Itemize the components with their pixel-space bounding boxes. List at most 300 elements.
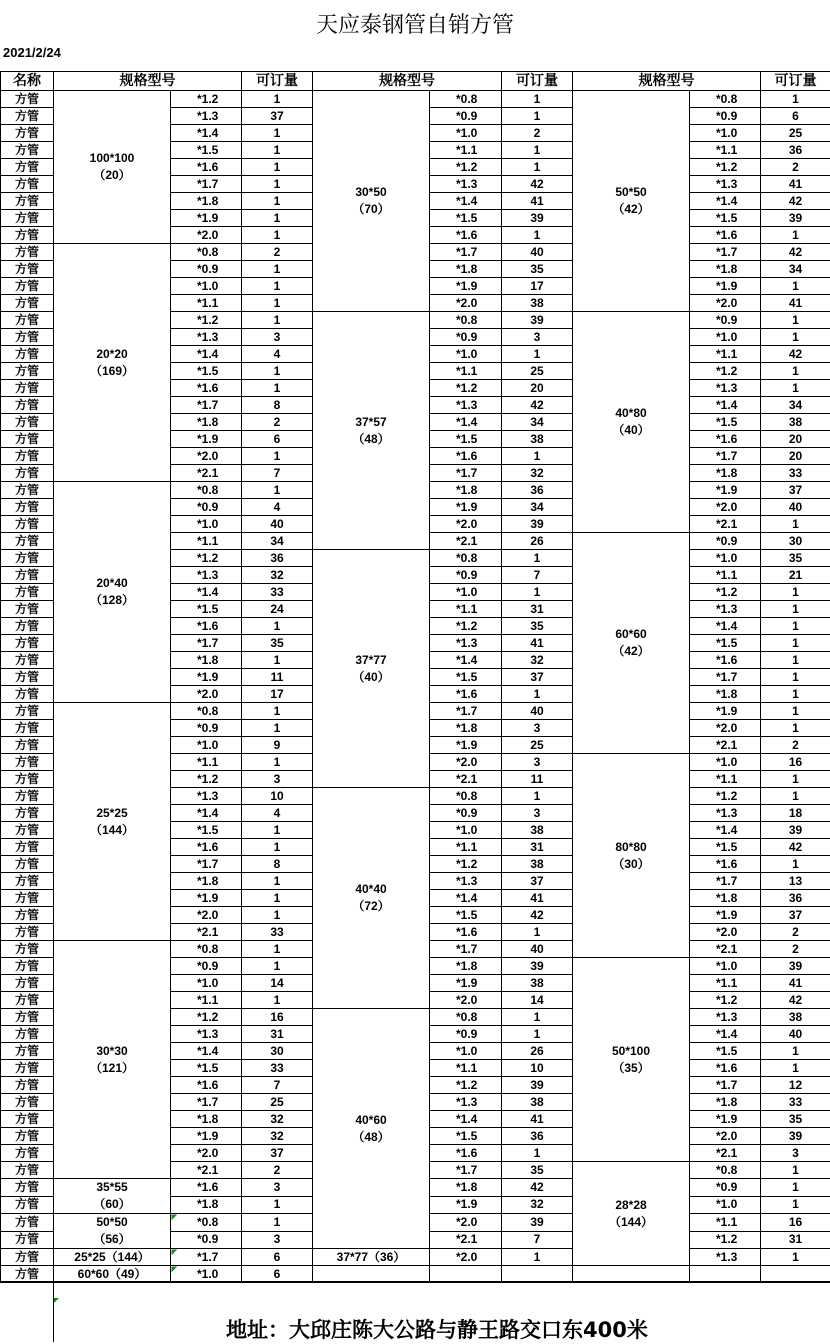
product-name-cell: 方管 [1,1060,54,1077]
inventory-body [1,91,830,1283]
quantity-cell: 1 [242,890,313,907]
quantity-cell: 42 [761,992,830,1009]
table-row [1,1266,830,1283]
quantity-cell: 42 [502,907,573,924]
thickness-cell: *1.1 [690,975,761,992]
quantity-cell: 1 [242,448,313,465]
product-name-cell: 方管 [1,771,54,788]
spec-cell: 35*55 （60） [54,1179,171,1214]
product-name-cell: 方管 [1,737,54,754]
thickness-cell: *0.9 [171,958,242,975]
quantity-cell: 35 [761,550,830,567]
thickness-cell: *0.9 [171,499,242,516]
thickness-cell: *1.5 [171,142,242,159]
thickness-cell: *1.7 [430,1162,502,1179]
quantity-cell: 6 [242,1249,313,1266]
quantity-cell: 39 [502,1214,573,1232]
thickness-cell: *1.7 [171,176,242,193]
quantity-cell: 3 [242,1179,313,1197]
quantity-cell: 1 [761,329,830,346]
thickness-cell: *2.0 [430,1249,502,1266]
quantity-cell: 1 [242,873,313,890]
quantity-cell: 1 [242,278,313,295]
product-name-cell: 方管 [1,941,54,958]
quantity-cell: 1 [761,686,830,703]
quantity-cell: 1 [761,1043,830,1060]
thickness-cell: *1.6 [690,431,761,448]
thickness-cell: *1.7 [690,873,761,890]
product-name-cell: 方管 [1,1145,54,1162]
quantity-cell: 33 [761,465,830,482]
thickness-cell: *1.9 [171,431,242,448]
quantity-cell: 35 [761,1111,830,1128]
thickness-cell: *1.7 [171,1249,242,1266]
thickness-cell: *1.1 [430,839,502,856]
product-name-cell: 方管 [1,635,54,652]
sheet-date: 2021/2/24 [3,45,61,60]
quantity-cell: 1 [761,788,830,805]
product-name-cell: 方管 [1,142,54,159]
quantity-cell: 1 [242,91,313,108]
quantity-cell: 41 [761,975,830,992]
header-qty-2: 可订量 [502,72,573,91]
quantity-cell: 1 [502,788,573,805]
product-name-cell: 方管 [1,1026,54,1043]
quantity-cell: 42 [761,244,830,261]
header-row [1,72,830,91]
quantity-cell: 34 [502,499,573,516]
quantity-cell: 1 [242,210,313,227]
quantity-cell: 1 [242,142,313,159]
quantity-cell: 36 [242,550,313,567]
product-name-cell: 方管 [1,329,54,346]
thickness-cell: *1.3 [690,1009,761,1026]
spec-cell: 40*60 （48） [313,1009,430,1249]
thickness-cell: *1.5 [690,414,761,431]
thickness-cell: *1.9 [430,1196,502,1214]
thickness-cell: *1.6 [171,1179,242,1197]
product-name-cell: 方管 [1,1128,54,1145]
product-name-cell: 方管 [1,1249,54,1266]
quantity-cell: 31 [502,839,573,856]
thickness-cell: *1.5 [690,1043,761,1060]
spec-cell: 20*20 （169） [54,244,171,482]
thickness-cell: *0.9 [690,312,761,329]
thickness-cell: *2.1 [690,941,761,958]
thickness-cell: *1.4 [171,584,242,601]
thickness-cell: *1.6 [690,652,761,669]
product-name-cell: 方管 [1,805,54,822]
spec-cell: 80*80 （30） [573,754,690,958]
thickness-cell: *1.4 [430,890,502,907]
quantity-cell: 39 [502,516,573,533]
quantity-cell: 1 [761,1179,830,1197]
thickness-cell: *1.1 [690,567,761,584]
thickness-cell: *2.1 [690,737,761,754]
quantity-cell: 1 [502,1026,573,1043]
thickness-cell: *1.2 [171,91,242,108]
quantity-cell: 32 [502,1196,573,1214]
quantity-cell: 35 [502,618,573,635]
thickness-cell: *1.5 [690,839,761,856]
product-name-cell: 方管 [1,1111,54,1128]
quantity-cell: 6 [242,1266,313,1283]
thickness-cell: *0.8 [430,312,502,329]
thickness-cell: *1.9 [171,1128,242,1145]
quantity-cell: 39 [502,312,573,329]
thickness-cell: *0.9 [171,720,242,737]
thickness-cell: *0.9 [171,1231,242,1249]
spec-cell: 20*40 （128） [54,482,171,703]
thickness-cell: *0.9 [430,805,502,822]
footer-rule [0,1281,830,1282]
quantity-cell: 1 [761,380,830,397]
thickness-cell: *0.8 [690,1162,761,1179]
thickness-cell: *1.8 [171,1196,242,1214]
thickness-cell: *1.4 [690,397,761,414]
quantity-cell: 17 [242,686,313,703]
quantity-cell: 1 [502,686,573,703]
quantity-cell: 14 [502,992,573,1009]
thickness-cell: *1.5 [430,431,502,448]
product-name-cell: 方管 [1,482,54,499]
spec-cell: 50*50 （56） [54,1214,171,1249]
thickness-cell: *1.8 [430,720,502,737]
thickness-cell: *1.3 [690,805,761,822]
thickness-cell: *1.9 [171,890,242,907]
thickness-cell: *1.2 [690,1231,761,1249]
quantity-cell: 35 [242,635,313,652]
thickness-cell: *2.0 [171,686,242,703]
quantity-cell: 3 [761,1145,830,1162]
footer-gridline [53,1281,54,1342]
quantity-cell: 41 [502,1111,573,1128]
thickness-cell: *1.0 [171,278,242,295]
quantity-cell: 36 [761,142,830,159]
thickness-cell: *1.2 [690,992,761,1009]
product-name-cell: 方管 [1,992,54,1009]
quantity-cell: 26 [502,533,573,550]
thickness-cell: *0.8 [171,703,242,720]
quantity-cell: 30 [242,1043,313,1060]
thickness-cell: *1.1 [171,295,242,312]
quantity-cell: 8 [242,397,313,414]
thickness-cell: *1.3 [171,788,242,805]
quantity-cell: 1 [242,958,313,975]
product-name-cell: 方管 [1,448,54,465]
thickness-cell: *1.6 [171,1077,242,1094]
thickness-cell: *1.0 [690,1196,761,1214]
thickness-cell [430,1266,502,1283]
quantity-cell: 41 [502,635,573,652]
thickness-cell: *2.0 [690,924,761,941]
thickness-cell: *1.2 [690,584,761,601]
quantity-cell: 38 [502,1094,573,1111]
thickness-cell: *1.7 [171,397,242,414]
thickness-cell: *1.0 [171,975,242,992]
quantity-cell: 34 [502,414,573,431]
quantity-cell: 1 [502,584,573,601]
product-name-cell: 方管 [1,584,54,601]
product-name-cell: 方管 [1,1231,54,1249]
product-name-cell: 方管 [1,822,54,839]
thickness-cell: *1.5 [430,907,502,924]
quantity-cell: 34 [242,533,313,550]
thickness-cell: *1.5 [171,363,242,380]
thickness-cell: *1.2 [171,771,242,788]
quantity-cell: 42 [761,346,830,363]
quantity-cell: 36 [502,1128,573,1145]
quantity-cell: 1 [761,91,830,108]
thickness-cell: *1.1 [430,363,502,380]
thickness-cell: *1.4 [690,822,761,839]
quantity-cell: 2 [761,924,830,941]
quantity-cell: 4 [242,499,313,516]
quantity-cell: 32 [242,1111,313,1128]
spec-cell: 40*40 （72） [313,788,430,1009]
thickness-cell: *0.9 [171,261,242,278]
quantity-cell: 2 [761,941,830,958]
spec-cell: 37*77（36） [313,1249,430,1266]
thickness-cell: *1.4 [171,805,242,822]
quantity-cell: 41 [502,890,573,907]
quantity-cell: 39 [761,958,830,975]
quantity-cell: 38 [761,414,830,431]
thickness-cell: *1.0 [171,737,242,754]
thickness-cell: *1.3 [430,635,502,652]
quantity-cell: 10 [242,788,313,805]
thickness-cell: *1.6 [171,618,242,635]
thickness-cell: *2.1 [430,533,502,550]
thickness-cell: *1.5 [171,1060,242,1077]
quantity-cell: 25 [502,363,573,380]
thickness-cell: *1.2 [690,159,761,176]
thickness-cell: *1.8 [430,1179,502,1197]
quantity-cell: 1 [242,941,313,958]
product-name-cell: 方管 [1,618,54,635]
thickness-cell: *1.0 [171,516,242,533]
thickness-cell: *1.3 [430,176,502,193]
quantity-cell: 4 [242,805,313,822]
quantity-cell: 39 [502,958,573,975]
quantity-cell: 7 [502,1231,573,1249]
thickness-cell: *1.7 [430,244,502,261]
thickness-cell: *1.6 [171,159,242,176]
quantity-cell: 3 [502,805,573,822]
quantity-cell: 16 [761,1214,830,1232]
quantity-cell: 2 [242,244,313,261]
quantity-cell: 1 [242,227,313,244]
quantity-cell: 33 [242,584,313,601]
quantity-cell: 1 [242,380,313,397]
quantity-cell: 42 [502,397,573,414]
quantity-cell: 1 [242,1214,313,1232]
product-name-cell: 方管 [1,1179,54,1197]
quantity-cell: 31 [761,1231,830,1249]
thickness-cell: *1.8 [690,890,761,907]
thickness-cell: *1.2 [171,550,242,567]
thickness-cell: *1.1 [690,1214,761,1232]
quantity-cell: 18 [761,805,830,822]
spec-cell: 50*100 （35） [573,958,690,1162]
quantity-cell: 35 [502,1162,573,1179]
thickness-cell: *1.7 [430,465,502,482]
quantity-cell: 3 [242,329,313,346]
product-name-cell: 方管 [1,1094,54,1111]
quantity-cell: 1 [242,1196,313,1214]
thickness-cell: *1.9 [171,210,242,227]
thickness-cell: *1.1 [171,992,242,1009]
quantity-cell: 1 [502,142,573,159]
quantity-cell: 32 [502,465,573,482]
thickness-cell: *1.8 [171,873,242,890]
thickness-cell: *1.4 [690,618,761,635]
thickness-cell: *1.6 [430,924,502,941]
quantity-cell: 33 [761,1094,830,1111]
thickness-cell: *1.8 [171,652,242,669]
thickness-cell: *1.7 [171,1094,242,1111]
product-name-cell: 方管 [1,1077,54,1094]
quantity-cell: 3 [242,1231,313,1249]
quantity-cell: 3 [502,329,573,346]
thickness-cell: *1.7 [690,669,761,686]
quantity-cell: 39 [761,1128,830,1145]
thickness-cell: *1.3 [171,567,242,584]
quantity-cell: 7 [242,1077,313,1094]
quantity-cell: 1 [502,346,573,363]
thickness-cell: *1.0 [430,584,502,601]
quantity-cell: 20 [761,448,830,465]
product-name-cell: 方管 [1,516,54,533]
quantity-cell: 41 [761,176,830,193]
quantity-cell: 1 [242,720,313,737]
product-name-cell: 方管 [1,414,54,431]
thickness-cell: *1.0 [690,958,761,975]
product-name-cell: 方管 [1,499,54,516]
quantity-cell: 37 [502,873,573,890]
quantity-cell: 38 [502,975,573,992]
spec-cell: 30*30 （121） [54,941,171,1179]
quantity-cell: 1 [502,227,573,244]
quantity-cell: 7 [502,567,573,584]
product-name-cell: 方管 [1,652,54,669]
thickness-cell: *2.0 [430,992,502,1009]
quantity-cell [502,1266,573,1283]
thickness-cell: *1.8 [430,261,502,278]
quantity-cell: 12 [761,1077,830,1094]
quantity-cell: 36 [502,482,573,499]
thickness-cell: *1.8 [430,482,502,499]
header-spec-1: 规格型号 [54,72,242,91]
thickness-cell: *1.6 [430,227,502,244]
thickness-cell: *1.6 [171,380,242,397]
thickness-cell: *0.8 [430,1009,502,1026]
thickness-cell: *1.8 [171,414,242,431]
address-text: 地址：大邱庄陈大公路与静王路交口东400米 [226,1314,648,1344]
thickness-cell: *1.7 [430,703,502,720]
thickness-cell: *1.0 [690,329,761,346]
quantity-cell: 1 [761,771,830,788]
spec-cell: 50*50 （42） [573,91,690,312]
thickness-cell: *1.3 [430,1094,502,1111]
quantity-cell: 40 [761,499,830,516]
quantity-cell: 40 [502,703,573,720]
quantity-cell: 20 [502,380,573,397]
thickness-cell: *1.1 [430,142,502,159]
header-qty-1: 可订量 [242,72,313,91]
thickness-cell: *0.8 [171,244,242,261]
thickness-cell: *1.4 [171,346,242,363]
thickness-cell: *1.3 [171,108,242,125]
thickness-cell: *1.4 [430,193,502,210]
quantity-cell: 1 [761,618,830,635]
thickness-cell: *1.0 [430,125,502,142]
thickness-cell: *1.0 [430,346,502,363]
thickness-cell: *0.9 [690,108,761,125]
thickness-cell: *1.3 [690,176,761,193]
table-row [1,91,830,108]
product-name-cell: 方管 [1,567,54,584]
quantity-cell: 36 [761,890,830,907]
product-name-cell: 方管 [1,686,54,703]
thickness-cell: *1.3 [690,601,761,618]
quantity-cell: 1 [502,448,573,465]
thickness-cell: *1.8 [430,958,502,975]
quantity-cell: 2 [242,414,313,431]
thickness-cell: *0.9 [430,329,502,346]
quantity-cell: 2 [502,125,573,142]
thickness-cell: *1.5 [430,210,502,227]
quantity-cell: 2 [761,737,830,754]
quantity-cell: 1 [242,482,313,499]
product-name-cell: 方管 [1,397,54,414]
quantity-cell: 42 [761,193,830,210]
thickness-cell: *2.0 [430,516,502,533]
quantity-cell: 2 [242,1162,313,1179]
quantity-cell: 39 [761,210,830,227]
quantity-cell: 1 [242,618,313,635]
product-name-cell: 方管 [1,788,54,805]
quantity-cell: 1 [242,125,313,142]
thickness-cell: *1.0 [690,125,761,142]
quantity-cell: 4 [242,346,313,363]
product-name-cell: 方管 [1,873,54,890]
thickness-cell: *1.8 [690,1094,761,1111]
quantity-cell: 1 [761,652,830,669]
spec-cell: 37*57 （48） [313,312,430,550]
product-name-cell: 方管 [1,193,54,210]
product-name-cell: 方管 [1,346,54,363]
quantity-cell: 1 [242,992,313,1009]
thickness-cell: *1.3 [430,397,502,414]
quantity-cell: 39 [502,210,573,227]
quantity-cell: 11 [242,669,313,686]
thickness-cell: *1.9 [430,737,502,754]
quantity-cell: 10 [502,1060,573,1077]
thickness-cell: *1.2 [171,312,242,329]
quantity-cell: 41 [502,193,573,210]
thickness-cell: *1.0 [690,550,761,567]
quantity-cell: 1 [502,108,573,125]
product-name-cell: 方管 [1,924,54,941]
thickness-cell: *1.3 [430,873,502,890]
product-name-cell: 方管 [1,1043,54,1060]
thickness-cell: *2.1 [430,1231,502,1249]
quantity-cell: 1 [242,822,313,839]
thickness-cell: *2.0 [690,295,761,312]
thickness-cell: *1.0 [430,822,502,839]
thickness-cell: *1.0 [430,1043,502,1060]
